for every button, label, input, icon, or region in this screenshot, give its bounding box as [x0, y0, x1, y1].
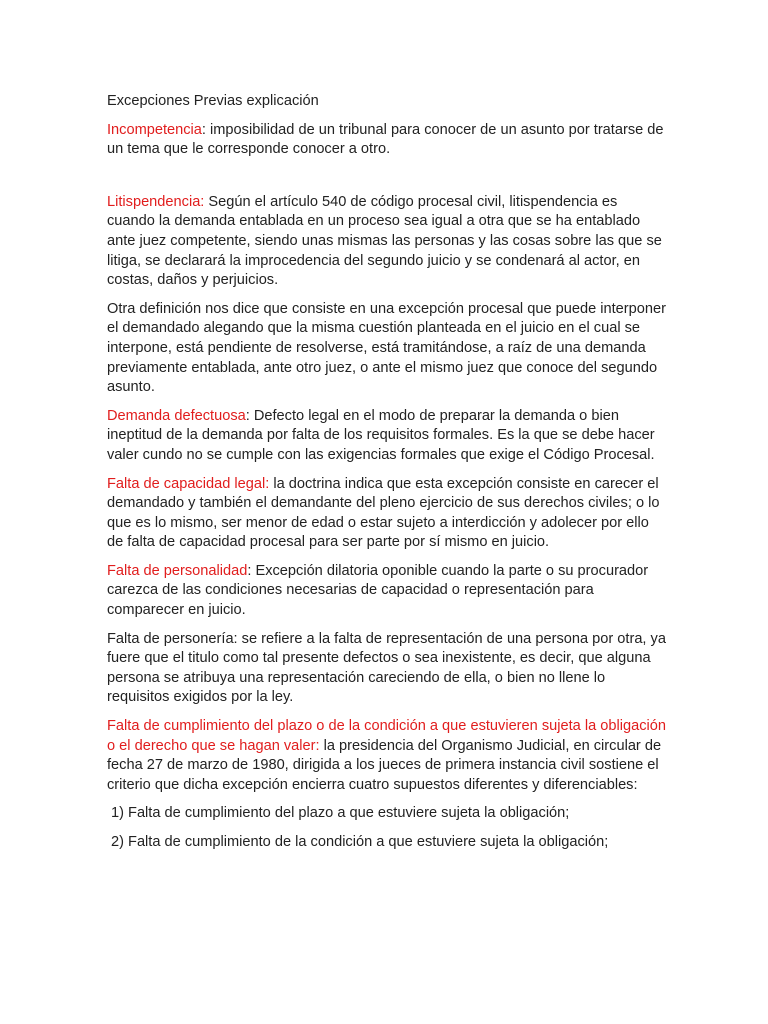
term-demanda-defectuosa: Demanda defectuosa [107, 407, 246, 424]
paragraph-otra-definicion: Otra definición nos dice que consiste en una excepción procesal que puede interponer el demandado alegando que la misma cuestión planteada en el juicio en el cual se interpone, está pendiente de resolverse, está tramitándose, a raíz de una demanda previamente entablada, ante otro juez, o ante el mismo juez que conoce del segundo asunto. [107, 300, 666, 396]
paragraph-falta-cumplimiento [107, 717, 667, 795]
definition-incompetencia: : imposibilidad de un tribunal para conocer de un asunto por tratarse de un tema que le corresponde conocer a otro. [107, 121, 664, 158]
definition-litispendencia: Según el artículo 540 de código procesal civil, litispendencia es cuando la demanda entablada en un proceso sea igual a otra que se ha entablado ante juez competente, siendo unas mismas las personas y las cosas sobre las que se litiga, se declarará la improcedencia del segundo juicio y se condenará al actor, en costas, daños y perjuicios. [107, 193, 662, 289]
list-item: 1) Falta de cumplimiento del plazo a que estuviere sujeta la obligación; [111, 805, 570, 822]
document-title: Excepciones Previas explicación [107, 93, 319, 109]
term-falta-personalidad: Falta de personalidad [107, 562, 248, 579]
term-litispendencia: Litispendencia: [107, 193, 205, 210]
paragraph-litispendencia [107, 193, 667, 291]
term-incompetencia: Incompetencia [107, 121, 202, 138]
paragraph-falta-personeria: Falta de personería: se refiere a la falta de representación de una persona por otra, ya fuere que el titulo como tal presente defectos o sea inexistente, es decir, que alguna persona se atribuya una representación careciendo de ella, o bien no llene lo requisitos exigidos por la ley. [107, 630, 666, 706]
definition-demanda-defectuosa: : Defecto legal en el modo de preparar la demanda o bien ineptitud de la demanda por falta de los requisitos formales. Es la que se debe hacer valer cundo no se cumple con las exigencias formales que exige el Código Procesal. [107, 407, 655, 463]
paragraph-falta-capacidad-legal [107, 475, 667, 553]
document-body [107, 92, 667, 862]
term-falta-capacidad-legal: Falta de capacidad legal: [107, 475, 270, 492]
paragraph-incompetencia [107, 121, 667, 160]
paragraph-falta-personalidad [107, 562, 667, 621]
definition-falta-personalidad: : Excepción dilatoria oponible cuando la parte o su procurador carezca de las condiciones necesarias de capacidad o representación para comparecer en juicio. [107, 562, 649, 619]
definition-falta-capacidad-legal: la doctrina indica que esta excepción consiste en carecer el demandado y también el demandante del pleno ejercicio de sus derechos civiles; o lo que es lo mismo, ser menor de edad o estar sujeto a interdicción y adolecer por ello de falta de capacidad procesal para ser parte por sí mismo en juicio. [107, 475, 660, 551]
blank-line [107, 169, 667, 193]
paragraph-demanda-defectuosa [107, 407, 667, 466]
list-item: 2) Falta de cumplimiento de la condición a que estuviere sujeta la obligación; [111, 834, 609, 850]
term-falta-cumplimiento: Falta de cumplimiento del plazo o de la condición a que estuvieren sujeta la obligación o el derecho que se hagan valer: [107, 718, 666, 754]
definition-falta-cumplimiento: la presidencia del Organismo Judicial, en circular de fecha 27 de marzo de 1980, dirigida a los jueces de primera instancia civil sostiene el criterio que dicha excepción encierra cuatro supuestos diferentes y diferenciables: [107, 737, 662, 793]
